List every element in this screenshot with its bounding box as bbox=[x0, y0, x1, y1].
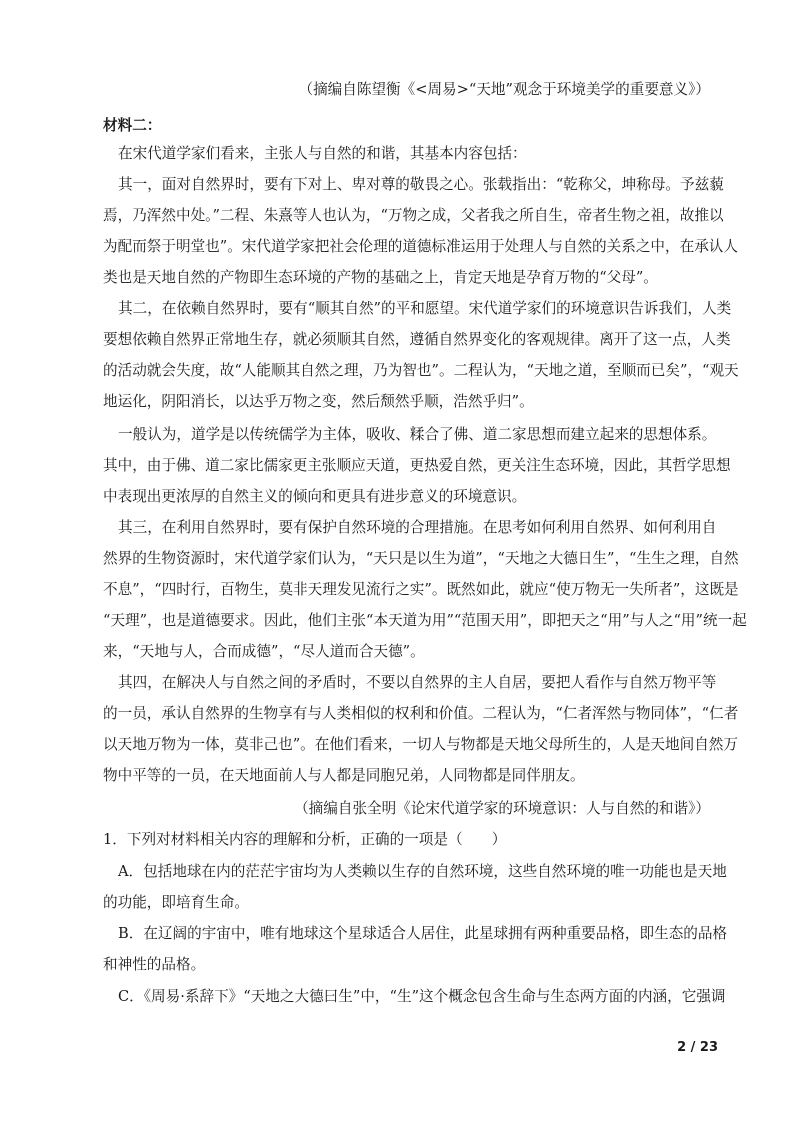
material-heading: 材料二： bbox=[103, 117, 162, 134]
paragraph-line: 为配而祭于明堂也”。宋代道学家把社会伦理的道德标准运用于处理人与自然的关系之中，在承认人 bbox=[103, 238, 738, 255]
option-b-line-1: B．在辽阔的宇宙中，唯有地球这个星球适合人居住，此星球拥有两种重要品格，即生态的品格 bbox=[118, 925, 728, 942]
paragraph-line: 的活动就会失度，故“人能顺其自然之理，乃为智也”。二程认为，“天地之道，至顺而已矣”，“观天 bbox=[103, 362, 739, 379]
paragraph-line: 其三，在利用自然界时，要有保护自然环境的合理措施。在思考如何利用自然界、如何利用自 bbox=[118, 519, 717, 536]
paragraph-line: 的一员，承认自然界的生物享有与人类相似的权利和价值。二程认为，“仁者浑然与物同体”，“仁者 bbox=[103, 705, 739, 722]
paragraph-line: 以天地万物为一体，莫非己也”。在他们看来，一切人与物都是天地父母所生的，人是天地间自然万 bbox=[103, 736, 738, 753]
option-c-line-1: C．《周易·系辞下》“天地之大德曰生”中，“生”这个概念包含生命与生态两方面的内涵，它强调 bbox=[118, 988, 726, 1005]
option-a-line-2: 的功能，即培育生命。 bbox=[103, 894, 249, 911]
paragraph-line: 类也是天地自然的产物即生态环境的产物的基础之上，肯定天地是孕育万物的“父母”。 bbox=[103, 269, 658, 286]
source-citation-2: （摘编自张全明《论宋代道学家的环境意识：人与自然的和谐》） bbox=[294, 800, 710, 817]
paragraph-line: 其中，由于佛、道二家比儒家更主张顺应天道，更热爱自然，更关注生态环境，因此，其哲学思想 bbox=[103, 457, 731, 474]
paragraph-line: 其四，在解决人与自然之间的矛盾时，不要以自然界的主人自居，要把人看作与自然万物平等 bbox=[118, 674, 717, 691]
paragraph-line: 其二，在依赖自然界时，要有“顺其自然”的平和愿望。宋代道学家们的环境意识告诉我们，人类 bbox=[118, 300, 732, 317]
option-a-line-1: A．包括地球在内的茫茫宇宙均为人类赖以生存的自然环境，这些自然环境的唯一功能也是天地 bbox=[118, 863, 727, 880]
paragraph-line: “天理”，也是道德要求。因此，他们主张“本天道为用”“范围天用”，即把天之“用”与人之“用”统一起 bbox=[103, 612, 747, 629]
paragraph-line: 焉，乃浑然中处。”二程、朱熹等人也认为，“万物之成，父者我之所自生，帝者生物之祖，故推以 bbox=[103, 207, 724, 224]
paragraph-line: 其一，面对自然界时，要有下对上、卑对尊的敬畏之心。张载指出：“乾称父，坤称母。予兹藐 bbox=[118, 176, 724, 193]
paragraph-line: 在宋代道学家们看来，主张人与自然的和谐，其基本内容包括： bbox=[118, 145, 527, 162]
question-stem: 1．下列对材料相关内容的理解和分析，正确的一项是（ ） bbox=[103, 831, 507, 848]
source-citation-1: （摘编自陈望衡《<周易>“天地”观念于环境美学的重要意义》） bbox=[298, 81, 710, 98]
paragraph-line: 要想依赖自然界正常地生存，就必须顺其自然，遵循自然界变化的客观规律。离开了这一点，人类 bbox=[103, 331, 731, 348]
paragraph-line: 地运化，阴阳消长，以达乎万物之变，然后颓然乎顺，浩然乎归”。 bbox=[103, 393, 534, 410]
paragraph-line: 不息”，“四时行，百物生，莫非天理发见流行之实”。既然如此，就应“使万物无一失所者”，这既是 bbox=[103, 581, 739, 598]
paragraph-line: 然界的生物资源时，宋代道学家们认为，“天只是以生为道”，“天地之大德日生”，“生生之理，自然 bbox=[103, 550, 739, 567]
paragraph-line: 物中平等的一员，在天地面前人与人都是同胞兄弟，人同物都是同伴朋友。 bbox=[103, 767, 585, 784]
paragraph-line: 中表现出更浓厚的自然主义的倾向和更具有进步意义的环境意识。 bbox=[103, 488, 527, 505]
page-number: 2 / 23 bbox=[677, 1040, 718, 1055]
paragraph-line: 一般认为，道学是以传统儒学为主体，吸收、糅合了佛、道二家思想而建立起来的思想体系。 bbox=[118, 426, 717, 443]
option-b-line-2: 和神性的品格。 bbox=[103, 956, 206, 973]
paragraph-line: 来，“天地与人，合而成德”，“尽人道而合天德”。 bbox=[103, 643, 425, 660]
